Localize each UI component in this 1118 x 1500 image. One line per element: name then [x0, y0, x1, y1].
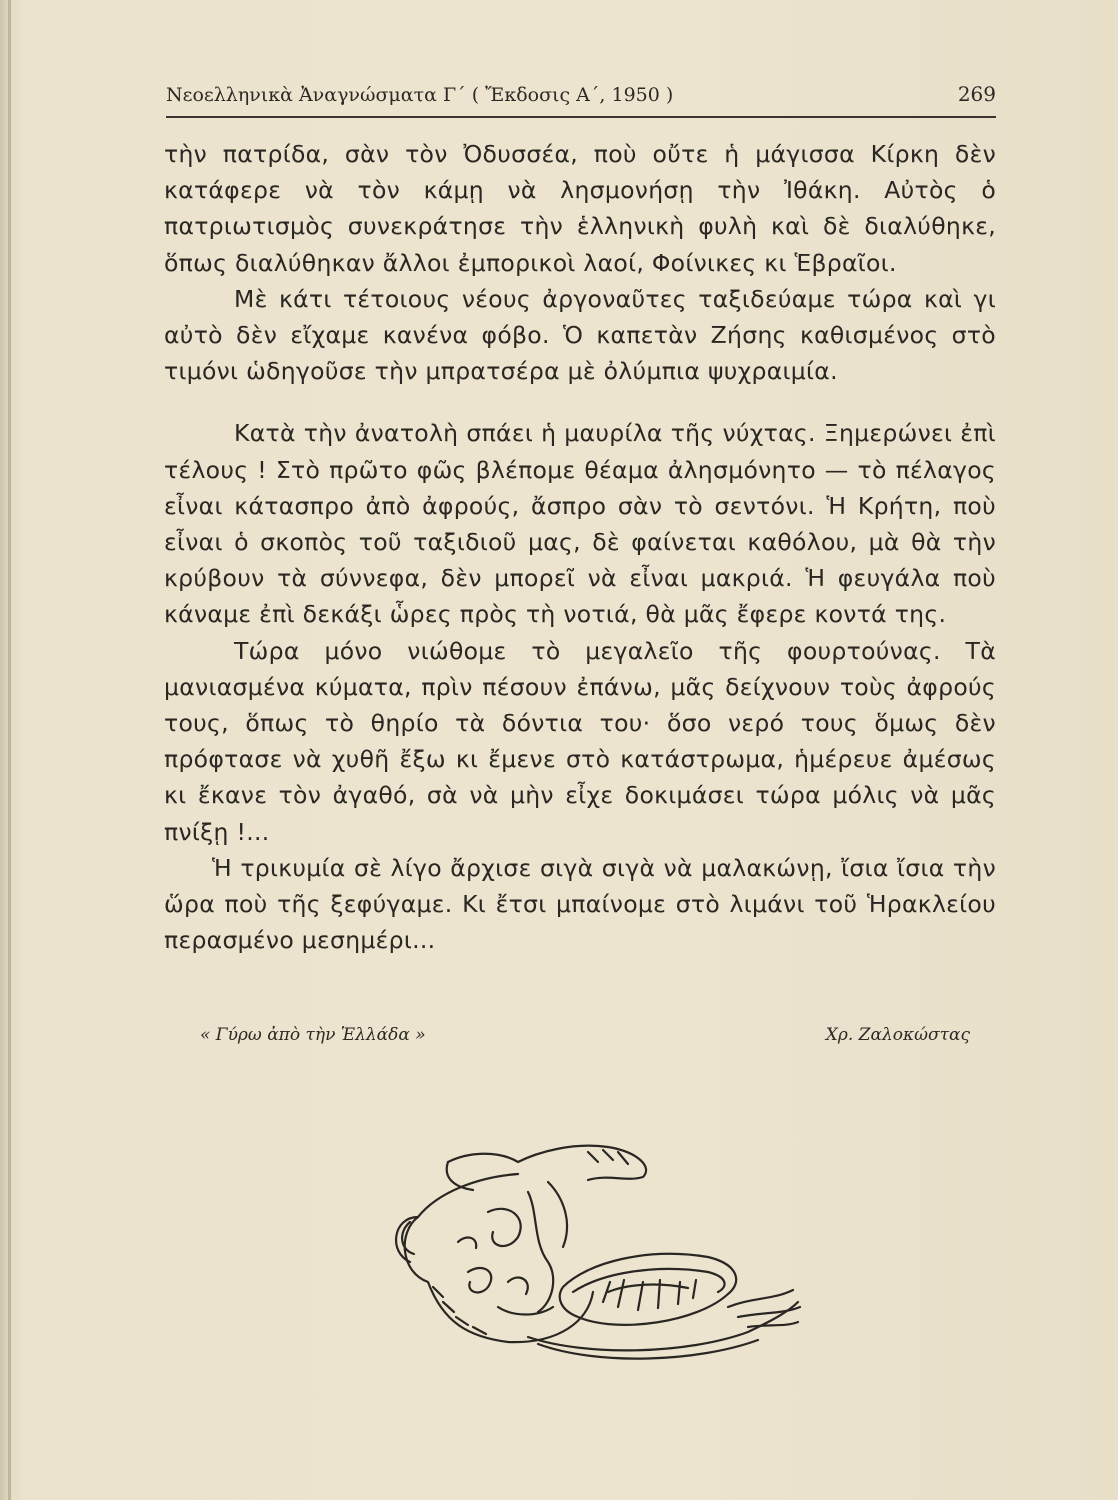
paragraph-storm: Τώρα μόνο νιώθομε τὸ μεγαλεῖο τῆς φουρτούνας. Τὰ μανιασμένα κύματα, πρὶν πέσουν ἐπάνω, μᾶς δείχνουν τοὺς ἀφρούς τους, ὅπως τὸ θηρίο τὰ δόντια του· ὅσο νερό τους ὅμως δὲν πρόφτασε νὰ χυθῆ ἔξω κι ἔμενε στὸ κατάστρωμα, ἡμέρευε ἀμέσως κι ἔκανε τὸν ἀγαθό, σὰ νὰ μὴν εἶχε δοκιμάσει τώρα μόλις νὰ μᾶς πνίξῃ !... — [164, 636, 996, 846]
body-text — [164, 136, 996, 958]
header-rule — [166, 116, 996, 118]
paragraph-dawn: Κατὰ τὴν ἀνατολὴ σπάει ἡ μαυρίλα τῆς νύχτας. Ξημερώνει ἐπὶ τέλους ! Στὸ πρῶτο φῶς βλέπομε θέαμα ἀλησμόνητο — τὸ πέλαγος εἶναι κάτασπρο ἀπὸ ἀφρούς, ἄσπρο σὰν τὸ σεντόνι. Ἡ Κρήτη, ποὺ εἶναι ὁ σκοπὸς τοῦ ταξιδιοῦ μας, δὲ φαίνεται καθόλου, μὰ θὰ τὴν κρύβουν τὰ σύννεφα, δὲν μπορεῖ νὰ εἶναι μακριά. Ἡ φευγάλα ποὺ κάναμε ἐπὶ δεκάξι ὧρες πρὸς τὴ νοτιά, θὰ μᾶς ἔφερε κοντά της. — [164, 419, 996, 629]
page-number: 269 — [957, 82, 996, 106]
jug-and-basin-illustration — [388, 1122, 808, 1372]
paragraph-argonauts: Μὲ κάτι τέτοιους νέους ἀργοναῦτες ταξιδεύαμε τώρα καὶ γι αὐτὸ δὲν εἴχαμε κανένα φόβο. Ὁ καπετὰν Ζήσης καθισμένος στὸ τιμόνι ὡδηγοῦσε τὴν μπρατσέρα μὲ ὀλύμπια ψυχραιμία. — [164, 284, 996, 386]
attribution-source: « Γύρω ἀπὸ τὴν Ἑλλάδα » — [200, 1025, 426, 1045]
paragraph-continuation: τὴν πατρίδα, σὰν τὸν Ὀδυσσέα, ποὺ οὔτε ἡ μάγισσα Κίρκη δὲν κατάφερε νὰ τὸν κάμῃ νὰ λησμονήσῃ τὴν Ἰθάκη. Αὐτὸς ὁ πατριωτισμὸς συνεκράτησε τὴν ἑλληνικὴ φυλὴ καὶ δὲ διαλύθηκε, ὅπως διαλύθηκαν ἄλλοι ἐμπορικοὶ λαοί, Φοίνικες κι Ἑβραῖοι. — [164, 140, 996, 277]
running-header — [166, 78, 996, 114]
running-header-title: Νεοελληνικὰ Ἀναγνώσματα Γ΄ ( Ἔκδοσις Α΄, 1950 ) — [166, 84, 674, 106]
page-binding-edge — [8, 0, 11, 1500]
paragraph-arrival: Ἡ τρικυμία σὲ λίγο ἄρχισε σιγὰ σιγὰ νὰ μαλακώνῃ, ἴσια ἴσια τὴν ὥρα ποὺ τῆς ξεφύγαμε. Κι ἔτσι μπαίνομε στὸ λιμάνι τοῦ Ἡρακλείου περασμένο μεσημέρι... — [164, 853, 996, 955]
attribution-author: Χρ. Ζαλοκώστας — [825, 1025, 970, 1045]
attribution — [200, 1025, 970, 1055]
